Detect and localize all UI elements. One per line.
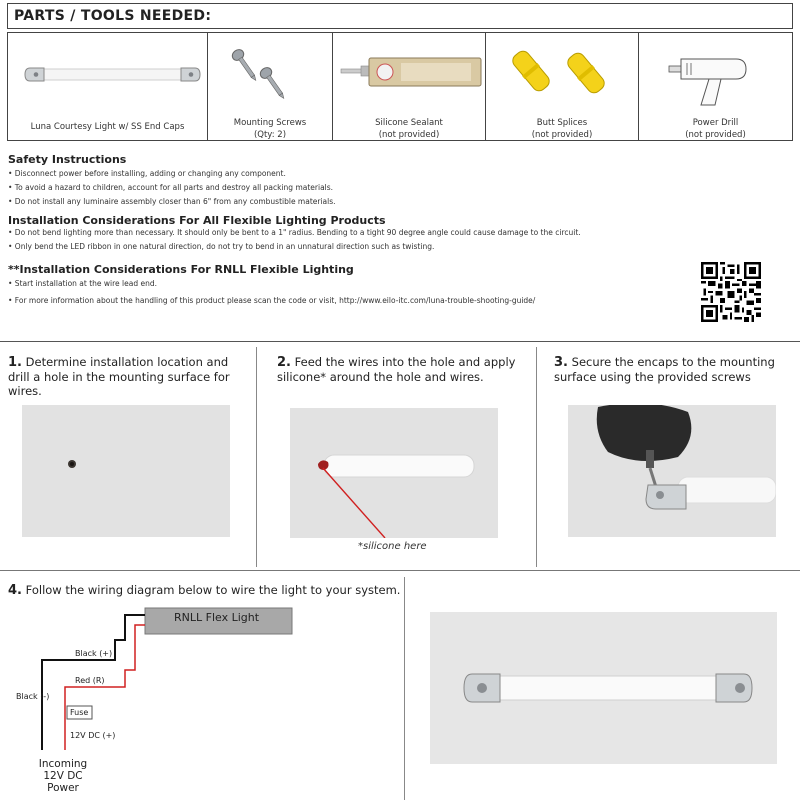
step-1 [8, 355, 238, 398]
part-butt-splices [486, 33, 639, 140]
part-label: Mounting Screws (Qty: 2) [233, 118, 307, 140]
incoming-power-label: Incoming 12V DC Power [38, 758, 88, 794]
butt-splices-image [486, 33, 639, 111]
silicone-tube-image [333, 33, 486, 111]
step-2-photo [290, 408, 498, 538]
part-label: Butt Splices (not provided) [531, 118, 593, 140]
safety-bullet: • To avoid a hazard to children, account for all parts and destroy all packing materials. [8, 183, 334, 192]
flex-all-bullet: • Only bend the LED ribbon in one natural direction, do not try to bend in an unnatural direction such as twisting. [8, 242, 435, 251]
installed-light-image [430, 612, 777, 764]
step-4 [8, 583, 403, 598]
black-neg-label: Black (-) [16, 692, 50, 701]
flex-rnll-title: **Installation Considerations For RNLL Flexible Lighting [8, 263, 354, 276]
dc-pos-label: 12V DC (+) [70, 731, 116, 740]
parts-tools-header [7, 3, 793, 29]
drill-screw-image [568, 405, 776, 537]
flex-all-bullet: • Do not bend lighting more than necessary. It should only be bent to a 1" radius. Bending to a tight 90 degree angle could cause damage to the circuit. [8, 228, 581, 237]
divider [0, 341, 800, 342]
step-number: 2. [277, 355, 291, 370]
screws-image [208, 33, 333, 111]
power-drill-image [639, 33, 792, 111]
safety-title: Safety Instructions [8, 153, 127, 166]
light-feed-image [290, 408, 498, 538]
part-label: Power Drill (not provided) [685, 118, 746, 140]
part-mounting-screws [208, 33, 333, 140]
part-label: Luna Courtesy Light w/ SS End Caps [30, 122, 185, 132]
installed-light-photo [430, 612, 777, 764]
step-2 [277, 355, 517, 384]
divider [536, 347, 537, 567]
qr-code-icon[interactable] [701, 262, 761, 322]
step-text: Follow the wiring diagram below to wire the light to your system. [25, 583, 401, 597]
parts-table [7, 32, 793, 141]
divider [404, 577, 405, 800]
fuse-label: Fuse [70, 708, 89, 717]
part-silicone-sealant [333, 33, 486, 140]
step-text: Secure the encaps to the mounting surface using the provided screws [554, 355, 775, 384]
flex-rnll-bullet: • For more information about the handling of this product please scan the code or visit, http://www.eilo-itc.com/luna-trouble-shooting-guide/ [8, 296, 536, 305]
step-number: 3. [554, 355, 568, 370]
flex-rnll-bullet: • Start installation at the wire lead end. [8, 279, 158, 288]
part-label: Silicone Sealant (not provided) [375, 118, 443, 140]
step-3 [554, 355, 794, 384]
silicone-note: *silicone here [358, 541, 427, 552]
parts-tools-title: PARTS / TOOLS NEEDED: [14, 8, 212, 24]
luna-light-image [8, 33, 208, 111]
step-3-photo [568, 405, 776, 537]
step-text: Feed the wires into the hole and apply silicone* around the hole and wires. [277, 355, 516, 384]
step-number: 4. [8, 583, 22, 598]
flex-light-label: RNLL Flex Light [174, 611, 260, 624]
step-1-photo [22, 405, 230, 537]
drilled-hole-image [22, 405, 230, 537]
step-number: 1. [8, 355, 22, 370]
safety-bullet: • Do not install any luminaire assembly closer than 6" from any combustible materials. [8, 197, 336, 206]
flex-all-title: Installation Considerations For All Flexible Lighting Products [8, 214, 386, 227]
safety-bullet: • Disconnect power before installing, adding or changing any component. [8, 169, 286, 178]
step-text: Determine installation location and drill a hole in the mounting surface for wires. [8, 355, 230, 398]
black-pos-label: Black (+) [75, 649, 113, 658]
part-power-drill [639, 33, 792, 140]
red-label: Red (R) [75, 676, 105, 685]
divider [0, 570, 800, 571]
part-luna-light [8, 33, 208, 140]
divider [256, 347, 257, 567]
